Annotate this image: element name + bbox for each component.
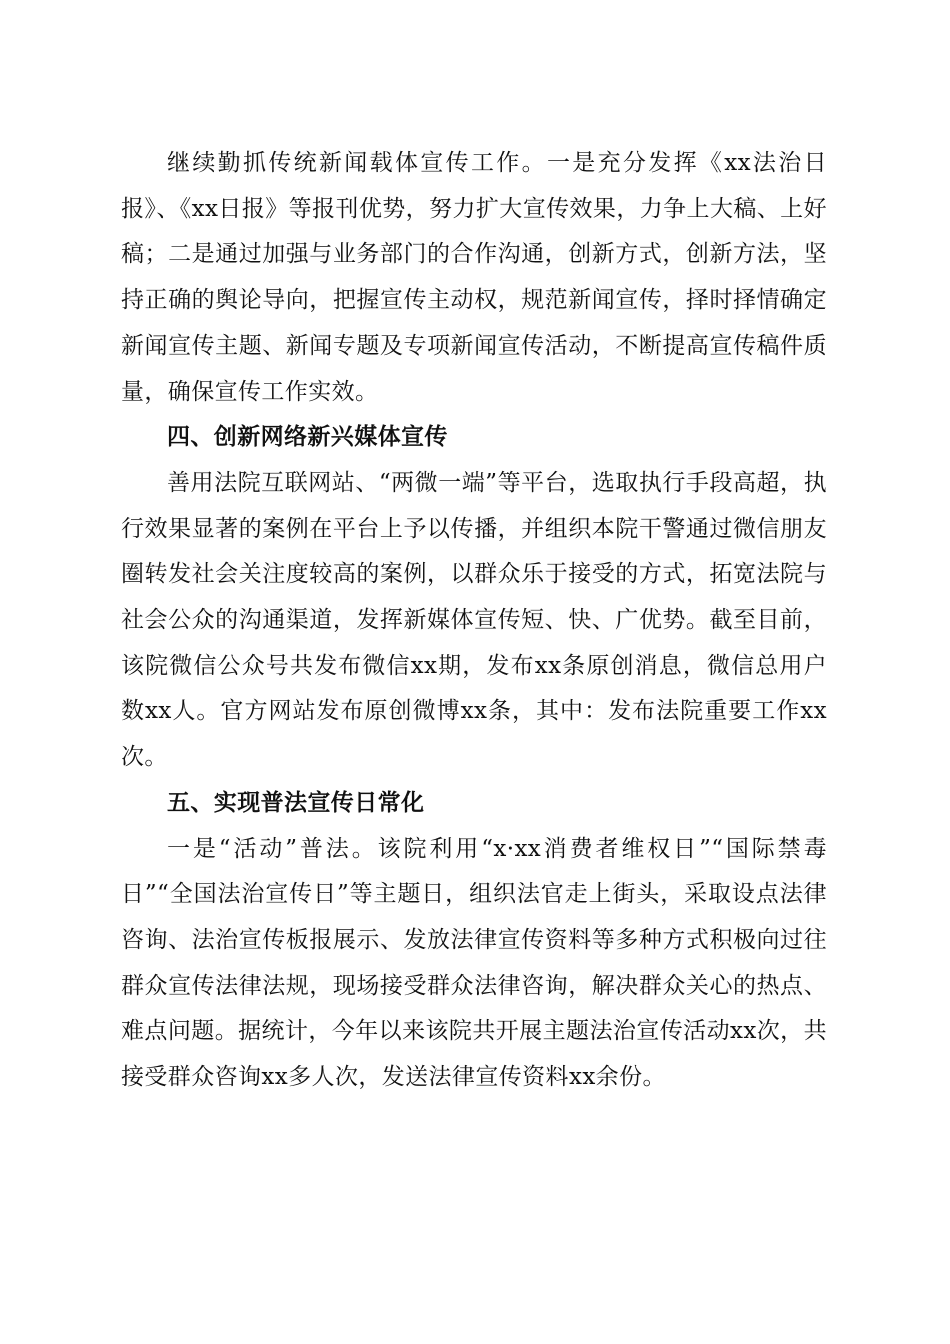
section-heading-5: 五、实现普法宣传日常化 — [167, 789, 425, 816]
paragraph-legal-publicity: 一是“活动”普法。该院利用“x·xx消费者维权日”“国际禁毒日”“全国法治宣传日”等主题日，组织法官走上街头，采取设点法律咨询、法治宣传板报展示、发放法律宣传资料等多种方式积极向过往群众宣传法律法规，现场接受群众法律咨询，解决群众关心的热点、难点问题。据统计，今年以来该院共开展主题法治宣传活动xx次，共接受群众咨询xx多人次，发送法律宣传资料xx余份。 — [121, 835, 827, 1091]
section-heading-4: 四、创新网络新兴媒体宣传 — [167, 424, 448, 451]
paragraph-traditional-media: 继续勤抓传统新闻载体宣传工作。一是充分发挥《xx法治日报》、《xx日报》等报刊优势，努力扩大宣传效果，力争上大稿、上好稿；二是通过加强与业务部门的合作沟通，创新方式，创新方法，坚持正确的舆论导向，把握宣传主动权，规范新闻宣传，择时择情确定新闻宣传主题、新闻专题及专项新闻宣传活动，不断提高宣传稿件质量，确保宣传工作实效。 — [121, 150, 827, 405]
document-body — [121, 141, 827, 1101]
paragraph-new-media: 善用法院互联网站、“两微一端”等平台，选取执行手段高超，执行效果显著的案例在平台上予以传播，并组织本院干警通过微信朋友圈转发社会关注度较高的案例，以群众乐于接受的方式，拓宽法院与社会公众的沟通渠道，发挥新媒体宣传短、快、广优势。截至目前，该院微信公众号共发布微信xx期，发布xx条原创消息，微信总用户数xx人。官方网站发布原创微博xx条，其中：发布法院重要工作xx次。 — [121, 469, 827, 771]
